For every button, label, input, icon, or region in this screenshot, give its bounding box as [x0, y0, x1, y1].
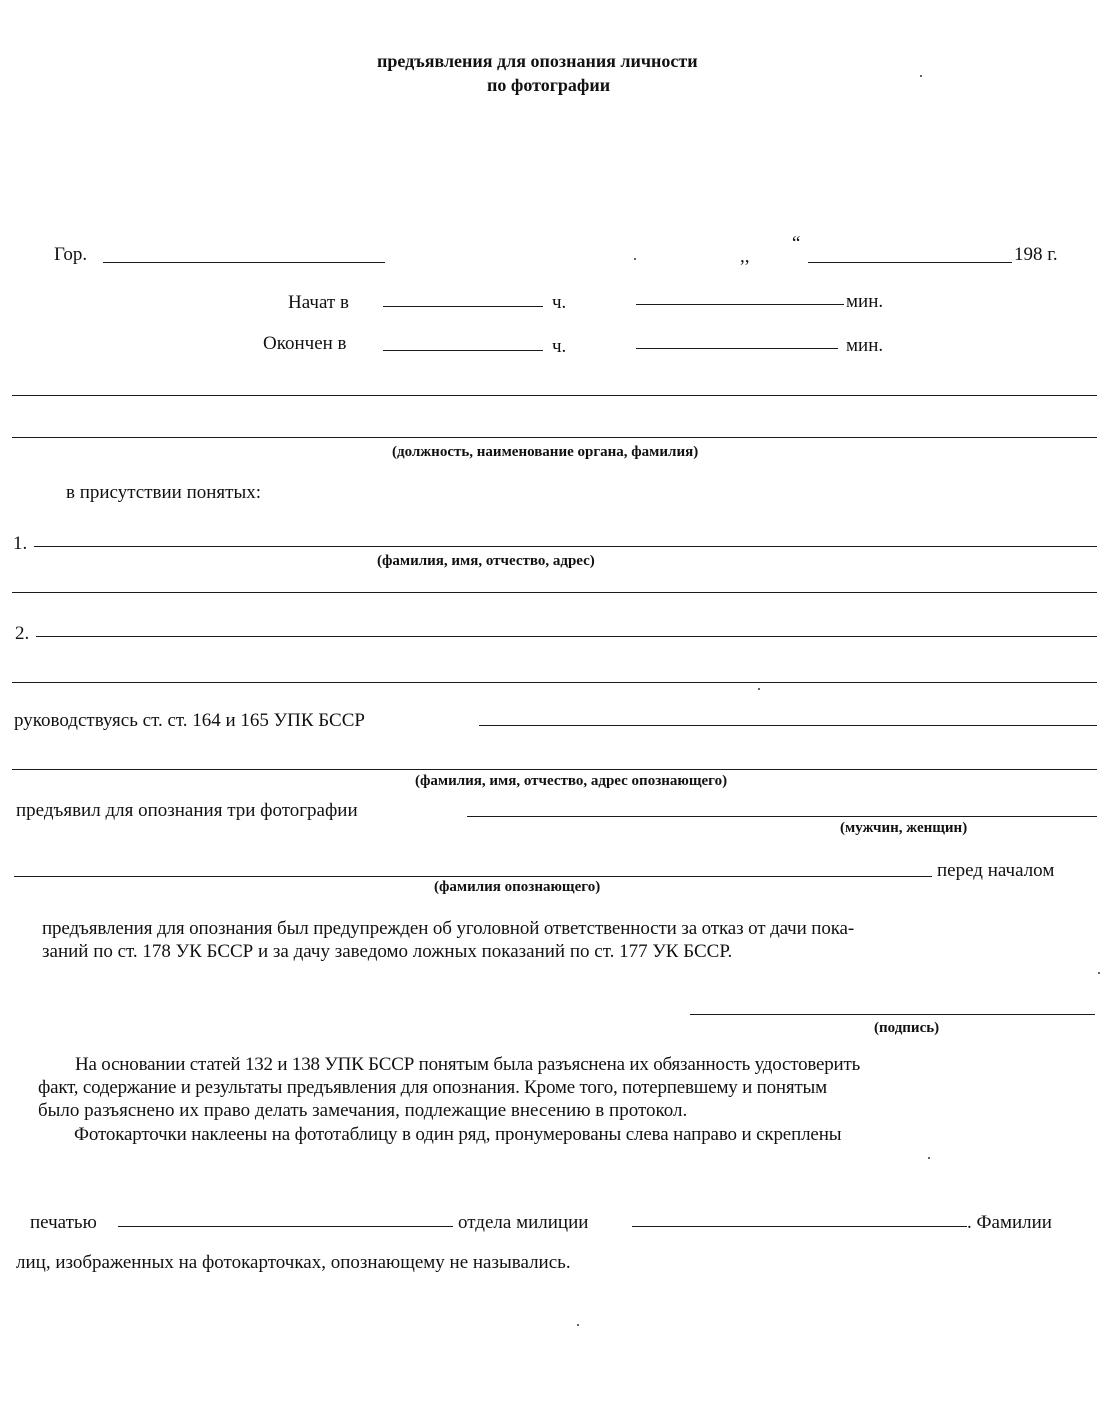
date-quote-open: “ [792, 233, 801, 254]
signature-field[interactable] [690, 1014, 1095, 1015]
identifier-surname-field[interactable] [14, 876, 932, 877]
ended-label: Окончен в [263, 333, 347, 354]
final-text-line: лиц, изображенных на фотокарточках, опознающему не назывались. [16, 1252, 571, 1273]
started-minutes-label: мин. [846, 291, 884, 312]
identifier-caption: (фамилия, имя, отчество, адрес опознающего) [415, 773, 728, 789]
presented-label: предъявил для опознания три фотографии [16, 800, 358, 821]
signature-caption: (подпись) [874, 1020, 940, 1036]
scan-speck [1098, 972, 1100, 974]
witness1-field-line-2[interactable] [12, 592, 1097, 593]
city-label: Гор. [54, 244, 88, 265]
warning-text-line-1: предъявления для опознания был предупрежден об уголовной ответственности за отказ от дачи пока- [42, 918, 855, 939]
witness2-number: 2. [15, 623, 30, 644]
witness2-field[interactable] [36, 636, 1097, 637]
date-quote-close: ,, [740, 246, 750, 267]
witness2-field-line-2[interactable] [12, 682, 1097, 683]
scan-speck [577, 1324, 579, 1326]
before-start-label: перед началом [937, 860, 1055, 881]
ended-minutes-label: мин. [846, 335, 884, 356]
seal-field[interactable] [118, 1226, 453, 1227]
identifier-surname-caption: (фамилия опознающего) [434, 879, 601, 895]
officer-field-line-1[interactable] [12, 395, 1097, 396]
identifier-field[interactable] [479, 725, 1097, 726]
gender-field[interactable] [467, 816, 1097, 817]
police-department-field[interactable] [632, 1226, 967, 1227]
witness1-number: 1. [13, 533, 28, 554]
officer-field-line-2[interactable] [12, 437, 1097, 438]
date-field[interactable] [808, 262, 1012, 263]
scan-speck [758, 688, 760, 690]
basis-text-line-1: На основании статей 132 и 138 УПК БССР понятым была разъяснена их обязанность удостоверить [75, 1054, 861, 1075]
identifier-field-line-2[interactable] [12, 769, 1097, 770]
officer-caption: (должность, наименование органа, фамилия) [392, 444, 699, 460]
police-label: отдела милиции [458, 1212, 589, 1233]
started-minutes-field[interactable] [636, 304, 844, 305]
ended-minutes-field[interactable] [636, 348, 838, 349]
gender-caption: (мужчин, женщин) [840, 820, 968, 836]
warning-text-line-2: заний по ст. 178 УК БССР и за дачу заведомо ложных показаний по ст. 177 УК БССР. [42, 941, 733, 962]
presence-label: в присутствии понятых: [66, 482, 261, 503]
basis-text-line-3: было разъяснено их право делать замечания, подлежащие внесению в протокол. [38, 1100, 688, 1121]
surnames-label: . Фамилии [967, 1212, 1052, 1233]
scan-speck [928, 1157, 930, 1159]
year-label: 198 г. [1014, 244, 1058, 265]
ended-hours-field[interactable] [383, 350, 543, 351]
document-subtitle: по фотографии [487, 75, 611, 95]
ended-hours-label: ч. [552, 336, 567, 357]
witness1-field[interactable] [34, 546, 1097, 547]
witness1-caption: (фамилия, имя, отчество, адрес) [377, 553, 595, 569]
started-hours-field[interactable] [383, 306, 543, 307]
city-field[interactable] [103, 262, 385, 263]
guided-by-label: руководствуясь ст. ст. 164 и 165 УПК БССР [14, 710, 365, 731]
started-label: Начат в [288, 292, 349, 313]
basis-text-line-2: факт, содержание и результаты предъявления для опознания. Кроме того, потерпевшему и понятым [38, 1077, 827, 1098]
scan-speck [634, 258, 636, 260]
scan-speck [920, 75, 922, 77]
photos-text-line: Фотокарточки наклеены на фототаблицу в один ряд, пронумерованы слева направо и скреплены [74, 1124, 842, 1145]
document-title: предъявления для опознания личности [377, 51, 698, 71]
started-hours-label: ч. [552, 292, 567, 313]
seal-label: печатью [30, 1212, 97, 1233]
